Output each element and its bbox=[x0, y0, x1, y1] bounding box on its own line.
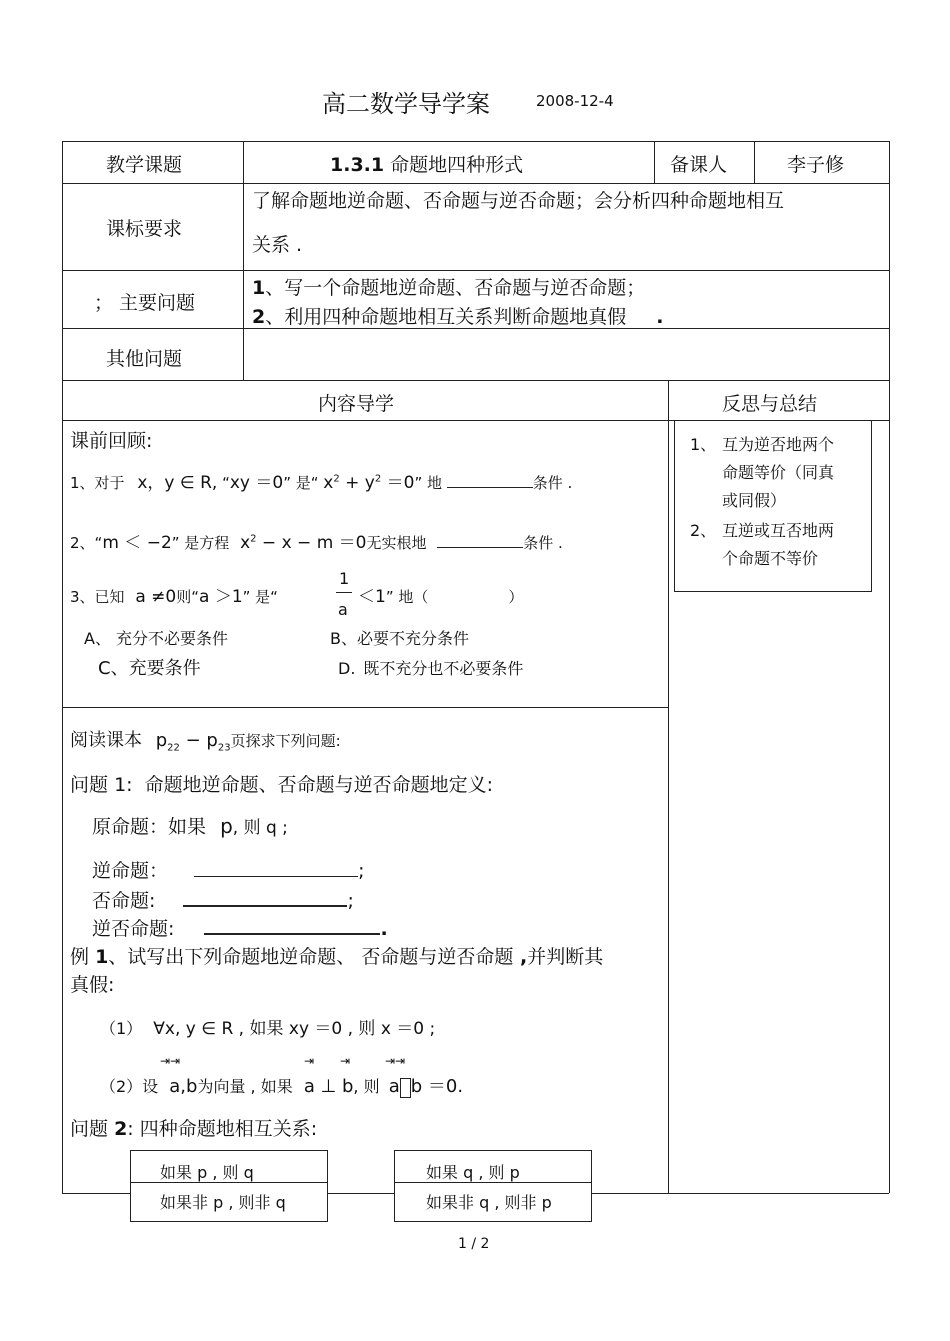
other-questions-label: 其他问题 bbox=[106, 348, 183, 370]
main-questions-label: ； 主要问题 bbox=[94, 292, 196, 314]
option-c: C、充要条件 bbox=[98, 658, 201, 679]
date: 2008-12-4 bbox=[536, 92, 614, 110]
content-header: 内容导学 bbox=[318, 393, 395, 415]
option-b: B、必要不充分条件 bbox=[330, 629, 469, 648]
question-1: 问题 1: 命题地逆命题、否命题与逆否命题地定义: bbox=[70, 774, 494, 796]
question-2: 问题 2: 四种命题地相互关系: bbox=[70, 1118, 318, 1140]
inverse-line: 否命题: ; bbox=[92, 886, 354, 913]
review-q3: 3、已知 a ≠0则“a ＞1” 是“ bbox=[70, 587, 278, 607]
example-1-line2: 真假: bbox=[70, 974, 115, 996]
diagram-contrapositive: 如果非 q , 则非 p bbox=[426, 1193, 552, 1212]
example-1: 例 1、试写出下列命题地逆命题、 否命题与逆否命题 ,并判断其 bbox=[70, 946, 604, 968]
option-d: D. 既不充分也不必要条件 bbox=[338, 659, 524, 678]
page-title: 高二数学导学案 bbox=[322, 90, 490, 118]
vector-arrow-icon: ⇥ bbox=[340, 1054, 351, 1068]
converse-line: 逆命题： ; bbox=[92, 860, 365, 882]
main-question-2: 2、利用四种命题地相互关系判断命题地真假 . bbox=[252, 306, 664, 328]
vector-arrow-icon: ⇥⇥ bbox=[385, 1054, 406, 1068]
reading-intro: 阅读课本 $p_{22} - p_{23}$页探求下列问题: bbox=[70, 730, 341, 754]
standards-line1: 了解命题地逆命题、否命题与逆否命题；会分析四种命题地相互 bbox=[252, 190, 785, 212]
review-heading: 课前回顾: bbox=[70, 430, 153, 452]
contrapositive-line: 逆否命题: . bbox=[92, 914, 388, 941]
diagram-original: 如果 p , 则 q bbox=[160, 1163, 254, 1182]
diagram-converse: 如果 q , 则 p bbox=[426, 1163, 520, 1182]
vector-arrow-icon: ⇥⇥ bbox=[160, 1054, 181, 1068]
topic-title: 命题地四种形式 bbox=[390, 154, 524, 176]
vector-arrow-icon: ⇥ bbox=[304, 1054, 315, 1068]
author-label: 备课人 bbox=[670, 154, 728, 176]
page-number: 1 / 2 bbox=[458, 1236, 490, 1252]
standards-line2: 关系 . bbox=[252, 234, 303, 256]
fraction-denominator: a bbox=[338, 600, 348, 619]
review-q1: 1、对于 x，y ∈ R, “xy ＝0” 是“ $x^2 + y^2 =0$” 地 条件 . bbox=[70, 468, 572, 493]
main-question-1: 1、写一个命题地逆命题、否命题与逆否命题； bbox=[252, 277, 646, 299]
example-1a: （1） ∀x, y ∈ R , 如果 xy ＝0 , 则 x ＝0 ; bbox=[100, 1019, 436, 1039]
diagram-inverse: 如果非 p , 则非 q bbox=[160, 1193, 286, 1212]
author-name: 李子修 bbox=[787, 154, 845, 176]
reflection-header: 反思与总结 bbox=[722, 393, 818, 415]
original-proposition: 原命题：如果 p, 则 q ; bbox=[92, 814, 288, 838]
topic-number: 1.3.1 bbox=[330, 154, 385, 176]
example-1b: （2）设 a,b为向量 , 如果 a ⊥ b, 则 a b ＝0. bbox=[100, 1076, 464, 1097]
fraction-numerator: 1 bbox=[339, 569, 350, 588]
review-q2: 2、“m ＜ −2” 是方程 $x^2 - x - m =0$无实根地 条件 . bbox=[70, 528, 563, 553]
option-a: A、 充分不必要条件 bbox=[84, 629, 229, 648]
topic-label: 教学课题 bbox=[106, 154, 183, 176]
standards-label: 课标要求 bbox=[106, 218, 183, 240]
